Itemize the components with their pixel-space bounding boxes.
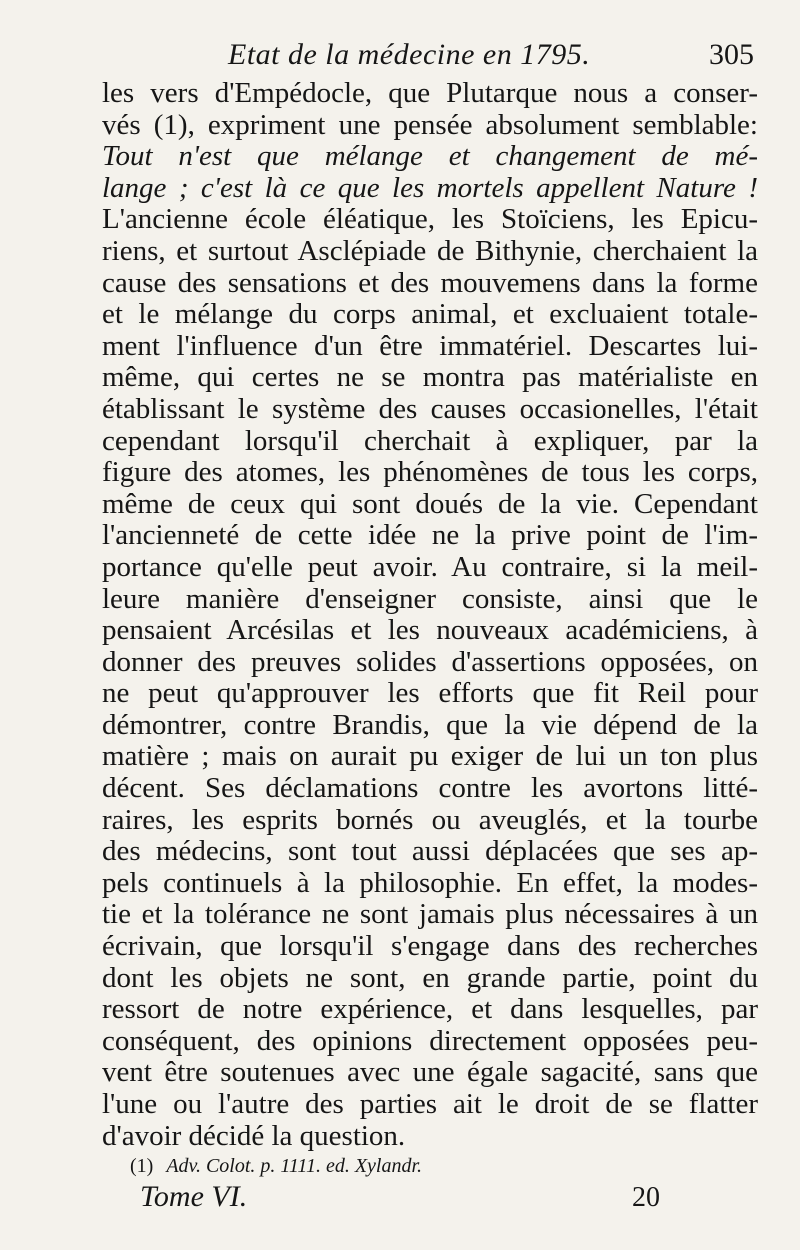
text-line: leure manière d'enseigner consiste, ainsi que le [102,582,758,615]
text-line: portance qu'elle peut avoir. Au contraire, si la meil- [102,550,758,583]
text-line: cause des sensations et des mouvemens dans la forme [102,266,758,299]
text-line: les vers d'Empédocle, que Plutarque nous a conser- [102,77,758,109]
text-line: l'une ou l'autre des parties ait le droit de se flatter [102,1088,758,1120]
page-number: 305 [709,38,754,71]
text-line: Tout n'est que mélange et changement de mé- [102,140,758,173]
text-line: des médecins, sont tout aussi déplacées que ses ap- [102,835,758,868]
text-line: donner des preuves solides d'assertions opposées, on [102,645,758,678]
text-line: matière ; mais on aurait pu exiger de lui un ton plus [102,740,758,773]
text-line: dont les objets ne sont, en grande partie, point du [102,961,758,994]
text-line: figure des atomes, les phénomènes de tous les corps, [102,456,758,489]
text-line: tie et la tolérance ne sont jamais plus nécessaires à un [102,898,758,931]
text-line: décent. Ses déclamations contre les avortons litté- [102,772,758,805]
text-line: lange ; c'est là ce que les mortels appellent Nature ! [102,171,758,204]
text-line: écrivain, que lorsqu'il s'engage dans des recherches [102,930,758,963]
text-line: pensaient Arcésilas et les nouveaux académiciens, à [102,614,758,647]
text-line: vés (1), expriment une pensée absolument semblable: [102,108,758,141]
text-line: démontrer, contre Brandis, que la vie dépend de la [102,708,758,741]
page-header [100,34,758,78]
text-line: et le mélange du corps animal, et excluaient totale- [102,298,758,331]
text-line: L'ancienne école éléatique, les Stoïciens, les Epicu- [102,203,758,236]
footnote-text: Adv. Colot. p. 1111. ed. Xylandr. [166,1155,423,1177]
text-line: ne peut qu'approuver les efforts que fit Reil pour [102,677,758,710]
text-line: vent être soutenues avec une égale sagacité, sans que [102,1056,758,1089]
footnote-mark: (1) [130,1155,154,1177]
text-line: riens, et surtout Asclépiade de Bithynie, cherchaient la [102,234,758,267]
text-line: même, qui certes ne se montra pas matérialiste en [102,361,758,394]
text-line: établissant le système des causes occasionelles, l'était [102,392,758,425]
text-line: l'ancienneté de cette idée ne la prive point de l'im- [102,519,758,552]
text-line: pels continuels à la philosophie. En effet, la modes- [102,866,758,899]
sheet-number: 20 [632,1182,660,1213]
body-text [102,78,758,1152]
signature-tome: Tome VI. [140,1180,248,1213]
text-line: même de ceux qui sont doués de la vie. Cependant [102,487,758,520]
text-line: ressort de notre expérience, et dans lesquelles, par [102,993,758,1026]
running-title: Etat de la médecine en 1795. [228,38,591,71]
text-line: d'avoir décidé la question. [102,1119,406,1152]
footnote [130,1155,422,1178]
text-line: ment l'influence d'un être immatériel. Descartes lui- [102,329,758,362]
text-line: cependant lorsqu'il cherchait à expliquer, par la [102,424,758,457]
text-line: conséquent, des opinions directement opposées peu- [102,1024,758,1057]
text-line: raires, les esprits bornés ou aveuglés, et la tourbe [102,803,758,836]
